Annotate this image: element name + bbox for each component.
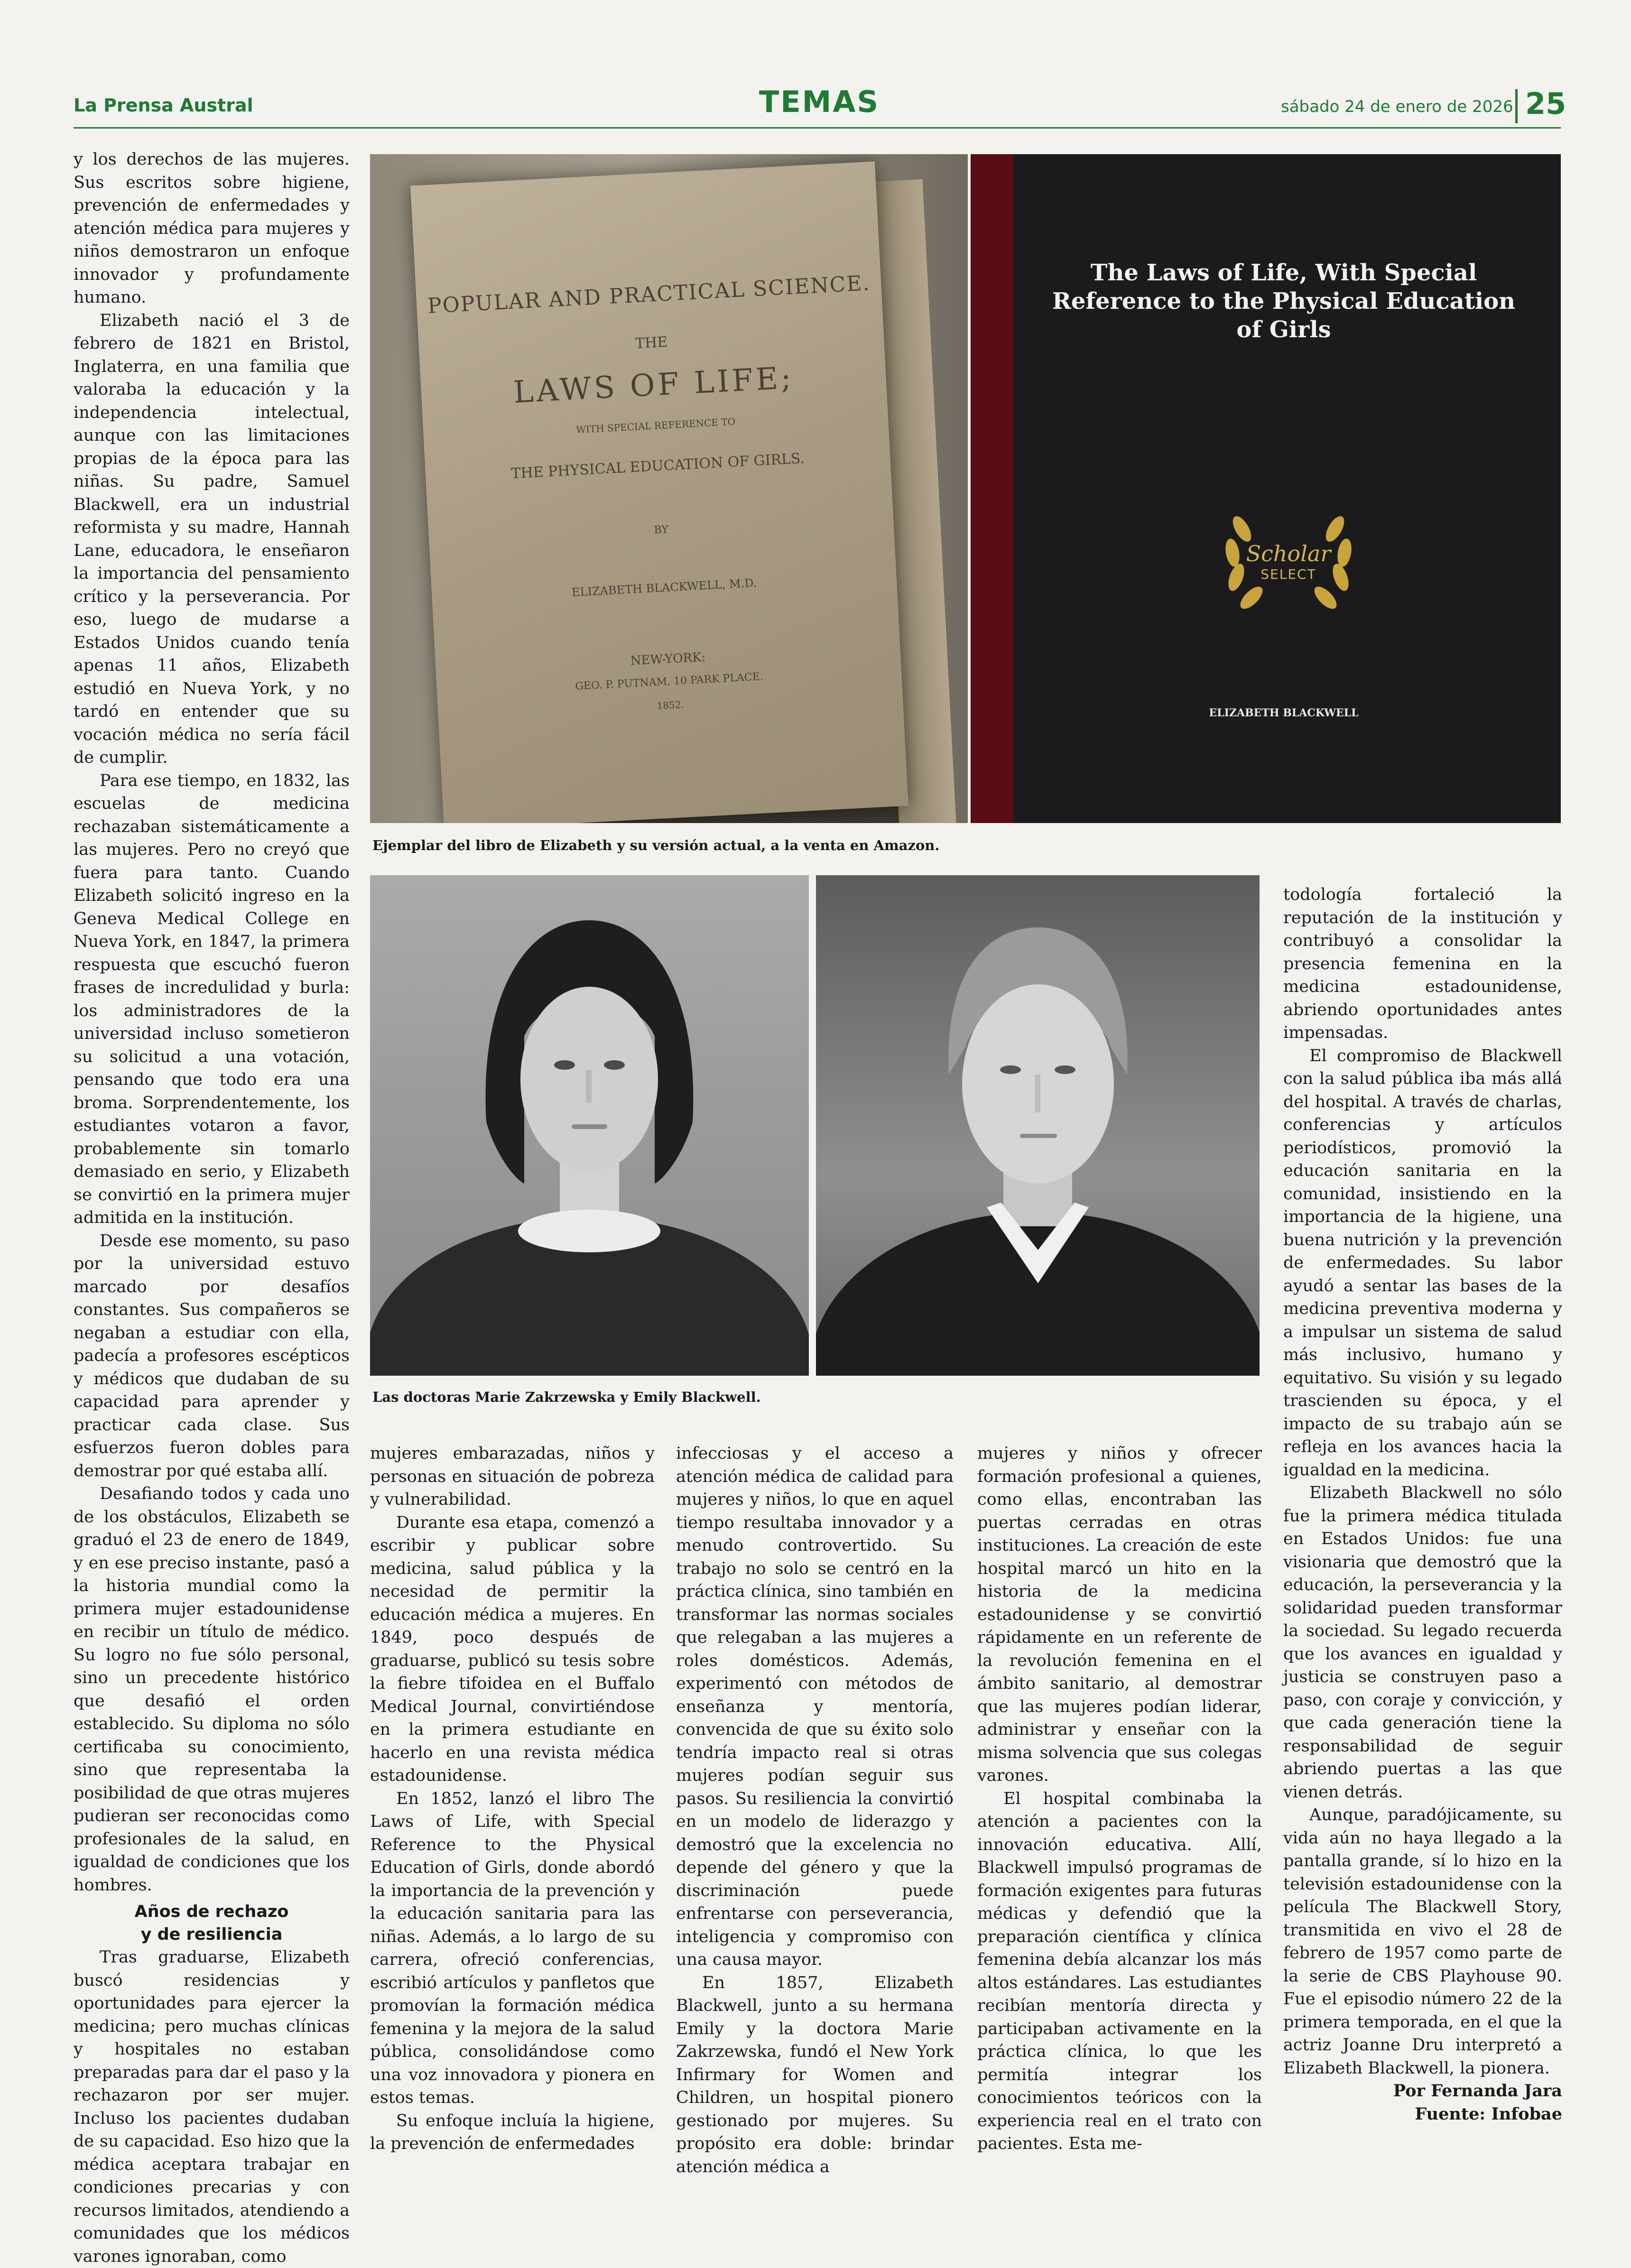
badge-text-top: Scholar — [1246, 541, 1331, 566]
paragraph: todología fortaleció la reputación de la institución y contribuyó a consolidar la presencia femenina en la medicina estadounidense, abriendo oportunidades antes impensadas. — [1283, 885, 1562, 1042]
header-divider — [1515, 89, 1518, 123]
paragraph: Durante esa etapa, comenzó a escribir y publicar sobre medicina, salud pública y la necesidad de permitir la educación médica a mujeres. En 1849, poco después de graduarse, publicó su tesis sobre la fiebre tifoidea en el Buffalo Medical Journal, convirtiéndose en la primera estudiante en hacerlo en una revista médica estadounidense. — [370, 1513, 655, 1785]
portrait-marie-zakrzewska — [370, 875, 809, 1376]
paragraph: En 1852, lanzó el libro The Laws of Life, with Special Reference to the Physical Education of Girls, donde abordó la importancia de la prevención y la educación sanitaria para las niñas. Además, a lo largo de su carrera, ofreció conferencias, escribió artículos y panfletos que promovían la formación médica femenina y la mejora de la salud pública, consolidándose como una voz innovadora y pionera en estos temas. — [370, 1789, 655, 2107]
subheading-line-2: y de resiliencia — [140, 1925, 283, 1944]
modern-book-photo — [971, 154, 1561, 823]
byline: Por Fernanda Jara — [1393, 2081, 1562, 2101]
paragraph: Desde ese momento, su paso por la universidad estuvo marcado por desafíos constantes. Sus compañeros se negaban a estudiar con ella, padecía a profesores escépticos y médicos que dudaban de su capacidad para aprender y practicar cada clase. Sus esfuerzos fueron dobles para demostrar por qué estaba allí. — [74, 1231, 350, 1481]
modern-book-title: The Laws of Life, With Special Reference to the Physical Education of Girls — [1052, 259, 1516, 343]
book-cover-author: ELIZABETH BLACKWELL, M.D. — [571, 576, 757, 599]
paragraph: El compromiso de Blackwell con la salud pública iba más allá del hospital. A través de charlas, conferencias y artículos periodísticos, promovió la educación sanitaria en la comunidad, insistiendo en la importancia de la higiene, una buena nutrición y la prevención de enfermedades. Su labor ayudó a sentar las bases de la medicina preventiva moderna y a impulsar un sistema de salud más inclusivo, humano y equitativo. Su visión y su legado trascienden su época, y el impacto de su trabajo aún se refleja en los avances hacia la igualdad en la medicina. — [1283, 1046, 1562, 1480]
section-title: TEMAS — [759, 84, 880, 119]
subheading — [74, 1900, 350, 1946]
article-column-2 — [370, 1442, 655, 2156]
book-cover-text: 1852. — [656, 698, 685, 712]
newspaper-brand: La Prensa Austral — [74, 95, 253, 116]
book-spine-band — [971, 154, 1013, 823]
paragraph: Tras graduarse, Elizabeth buscó residencias y oportunidades para ejercer la medicina; pero muchas clínicas y hospitales no estaban preparadas para dar el paso y la rechazaron por ser mujer. Incluso los pacientes dudaban de su capacidad. Eso hizo que la médica aceptara trabajar en condiciones precarias y con recursos limitados, atendiendo a comunidades que los médicos varones ignoraban, como — [74, 1948, 350, 2266]
issue-date: sábado 24 de enero de 2026 — [1281, 97, 1513, 116]
book-cover — [410, 161, 908, 823]
laurel-badge-icon — [1213, 496, 1364, 624]
page-number: 25 — [1525, 86, 1566, 121]
source-credit: Fuente: Infobae — [1415, 2104, 1562, 2124]
paragraph: Elizabeth Blackwell no sólo fue la primera médica titulada en Estados Unidos: fue una visionaria que demostró que la educación, la perseverancia y la solidaridad pueden transformar la sociedad. Su legado recuerda que los avances en igualdad y justicia se construyen paso a paso, con coraje y convicción, y que cada generación tiene la responsabilidad de seguir abriendo puertas a las que vienen detrás. — [1283, 1483, 1562, 1802]
book-cover-text: THE PHYSICAL EDUCATION OF GIRLS. — [510, 450, 805, 482]
paragraph: mujeres embarazadas, niños y personas en situación de pobreza y vulnerabilidad. — [370, 1444, 655, 1509]
books-caption: Ejemplar del libro de Elizabeth y su versión actual, a la venta en Amazon. — [372, 837, 940, 853]
article-column-5 — [1283, 883, 1562, 2126]
article-column-4 — [977, 1442, 1262, 2156]
book-cover-text: GEO. P. PUTNAM, 10 PARK PLACE. — [575, 671, 764, 693]
paragraph: Elizabeth nació el 3 de febrero de 1821 en Bristol, Inglaterra, en una familia que valoraba la educación y la independencia intelectual, aunque con las limitaciones propias de la época para las niñas. Su padre, Samuel Blackwell, era un industrial reformista y su madre, Hannah Lane, educadora, le enseñaron la importancia del pensamiento crítico y la perseverancia. Por eso, luego de mudarse a Estados Unidos cuando tenía apenas 11 años, Elizabeth estudió en Nueva York, y no tardó en entender que su vocación médica no sería fácil de cumplir. — [74, 311, 350, 767]
paragraph: mujeres y niños y ofrecer formación profesional a quienes, como ellas, encontraban las puertas cerradas en otras instituciones. La creación de este hospital marcó un hito en la historia de la medicina estadounidense y se convirtió rápidamente en un referente de la revolución femenina en el ámbito sanitario, al demostrar que las mujeres podían liderar, administrar y enseñar con la misma solvencia que sus colegas varones. — [977, 1444, 1262, 1785]
modern-book-author: ELIZABETH BLACKWELL — [1209, 707, 1359, 719]
subheading-line-1: Años de rechazo — [134, 1902, 289, 1921]
paragraph: Su enfoque incluía la higiene, la prevención de enfermedades — [370, 2111, 655, 2153]
book-cover-text: THE — [635, 333, 668, 352]
old-book-photo — [370, 154, 968, 823]
paragraph: infecciosas y el acceso a atención médica de calidad para mujeres y niños, lo que en aquel tiempo resultaba innovador y a menudo controvertido. Su trabajo no solo se centró en la práctica clínica, sino también en transformar las normas sociales que relegaban a las mujeres a roles domésticos. Además, experimentó con métodos de enseñanza y mentoría, convencida de que su éxito solo tendría impacto real si otras mujeres podían seguir sus pasos. Su resiliencia la convirtió en un modelo de liderazgo y demostró que la excelencia no depende del género y que la discriminación puede enfrentarse con perseverancia, inteligencia y compromiso con una causa mayor. — [676, 1444, 954, 1969]
paragraph: Desafiando todos y cada uno de los obstáculos, Elizabeth se graduó el 23 de enero de 1849, y en ese preciso instante, pasó a la historia mundial como la primera mujer estadounidense en recibir un título de médico. Su logro no fue sólo personal, sino un precedente histórico que desafió el orden establecido. Su diploma no sólo certificaba su conocimiento, sino que representaba la posibilidad de que otras mujeres pudieran ser reconocidas como profesionales de la salud, en igualdad de condiciones que los hombres. — [74, 1484, 350, 1895]
paragraph: En 1857, Elizabeth Blackwell, junto a su hermana Emily y la doctora Marie Zakrzewska, fundó el New York Infirmary for Women and Children, un hospital pionero gestionado por mujeres. Su propósito era doble: brindar atención médica a — [676, 1973, 954, 2176]
portrait-illustration — [370, 875, 809, 1376]
article-column-3 — [676, 1442, 954, 2178]
paragraph: Para ese tiempo, en 1832, las escuelas de medicina rechazaban sistemáticamente a las mujeres. Pero no creyó que fuera para tanto. Cuando Elizabeth solicitó ingreso en la Geneva Medical College en Nueva York, en 1847, la primera respuesta que escuchó fueron frases de incredulidad y burla: los administradores de la universidad incluso sometieron su solicitud a una votación, pensando que todo era una broma. Sorprendentemente, los estudiantes votaron a favor, probablemente sin tomarlo demasiado en serio, y Elizabeth se convirtió en la primera mujer admitida en la institución. — [74, 771, 350, 1227]
book-cover-text: NEW-YORK: — [630, 650, 706, 668]
book-cover-text: BY — [654, 524, 669, 537]
portrait-emily-blackwell — [816, 875, 1260, 1376]
paragraph: El hospital combinaba la atención a pacientes con la innovación educativa. Allí, Blackwell impulsó programas de formación exigentes para futuras médicas y defendió que la preparación científica y clínica femenina debía alcanzar los más altos estándares. Las estudiantes recibían mentoría directa y participaban activamente en la práctica clínica, lo que les permitía integrar los conocimientos teóricos con la experiencia real en el trato con pacientes. Esta me- — [977, 1789, 1262, 2153]
header-rule — [74, 127, 1561, 129]
badge-text-bottom: SELECT — [1260, 566, 1316, 582]
paragraph: y los derechos de las mujeres. Sus escritos sobre higiene, prevención de enfermedades y atención médica para mujeres y niños demostraron un enfoque innovador y profundamente humano. — [74, 150, 350, 307]
article-column-1 — [74, 148, 350, 2268]
book-cover-title: LAWS OF LIFE; — [512, 360, 795, 410]
portraits-caption: Las doctoras Marie Zakrzewska y Emily Blackwell. — [372, 1389, 761, 1405]
book-cover-text: POPULAR AND PRACTICAL SCIENCE. — [426, 271, 871, 318]
paragraph: Aunque, paradójicamente, su vida aún no haya llegado a la pantalla grande, sí lo hizo en la televisión estadounidense con la película The Blackwell Story, transmitida en vivo el 28 de febrero de 1957 como parte de la serie de CBS Playhouse 90. Fue el episodio número 22 de la primera temporada, en el que la actriz Joanne Dru interpretó a Elizabeth Blackwell, la pionera. — [1283, 1805, 1562, 2078]
portrait-illustration — [816, 875, 1260, 1376]
book-cover-text: WITH SPECIAL REFERENCE TO — [575, 416, 736, 435]
